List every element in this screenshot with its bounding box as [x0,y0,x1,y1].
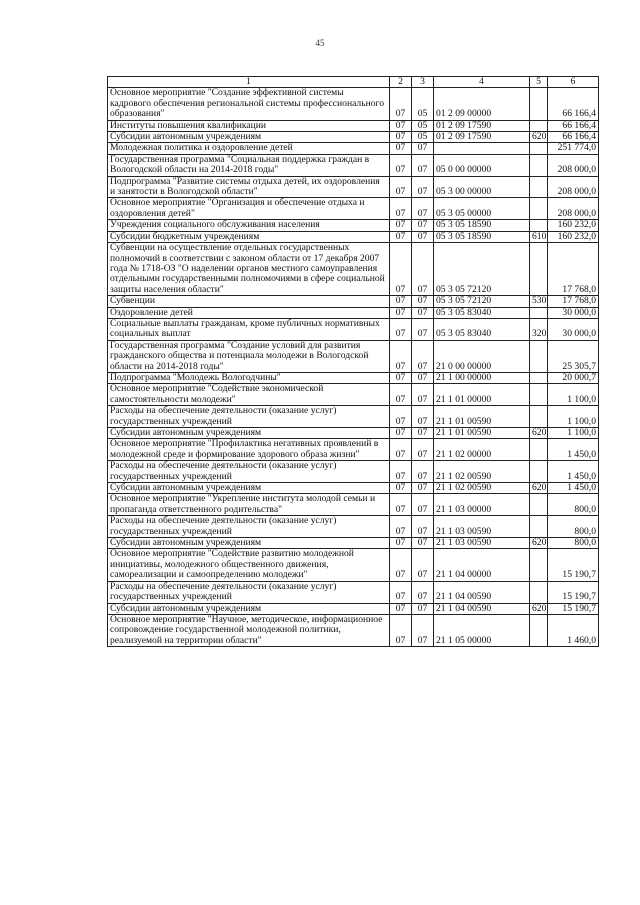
row-amount: 66 166,4 [548,132,599,143]
row-amount: 251 774,0 [548,143,599,154]
row-section: 07 [390,132,412,143]
row-section: 07 [390,88,412,120]
row-name: Расходы на обеспечение деятельности (оказание услуг) государственных учреждений [108,516,390,538]
row-name: Основное мероприятие "Организация и обеспечение отдыха и оздоровления детей" [108,198,390,220]
row-expense-type: 620 [530,132,548,143]
row-amount: 66 166,4 [548,120,599,131]
row-expense-type: 620 [530,428,548,439]
row-amount: 66 166,4 [548,88,599,120]
row-section: 07 [390,198,412,220]
table-row [108,384,599,406]
table-row [108,538,599,549]
row-expense-type [530,581,548,603]
table-row [108,428,599,439]
column-header: 4 [434,77,530,88]
row-name: Субсидии бюджетным учреждениям [108,231,390,242]
row-section: 07 [390,461,412,483]
row-expense-type: 530 [530,296,548,307]
row-section: 07 [390,483,412,494]
row-target-code: 21 1 04 00590 [434,603,530,614]
row-amount: 20 000,7 [548,372,599,383]
row-expense-type [530,220,548,231]
row-amount: 1 460,0 [548,614,599,646]
row-target-code: 21 1 05 00000 [434,614,530,646]
table-row [108,406,599,428]
row-target-code: 01 2 09 17590 [434,120,530,131]
row-amount: 25 305,7 [548,340,599,372]
row-section: 07 [390,581,412,603]
row-section: 07 [390,538,412,549]
row-amount: 1 100,0 [548,406,599,428]
row-expense-type [530,516,548,538]
row-subsection: 07 [412,318,434,340]
row-subsection: 07 [412,198,434,220]
row-amount: 208 000,0 [548,198,599,220]
header-row [108,77,599,88]
row-name: Учреждения социального обслуживания населения [108,220,390,231]
row-expense-type [530,143,548,154]
row-target-code: 21 1 02 00000 [434,439,530,461]
table-row [108,614,599,646]
row-name: Государственная программа "Создание условий для развития гражданского общества и потенциала молодежи в Вологодской области на 2014-2018 годы" [108,340,390,372]
row-subsection: 07 [412,494,434,516]
row-section: 07 [390,614,412,646]
table-row [108,154,599,176]
row-target-code: 05 3 05 18590 [434,231,530,242]
row-section: 07 [390,494,412,516]
row-expense-type [530,120,548,131]
row-name: Субсидии автономным учреждениям [108,428,390,439]
row-amount: 160 232,0 [548,231,599,242]
table-row [108,603,599,614]
row-amount: 800,0 [548,494,599,516]
row-target-code: 05 3 05 83040 [434,307,530,318]
table-body [108,88,599,647]
row-name: Основное мероприятие "Профилактика негативных проявлений в молодежной среде и формирование здорового образа жизни" [108,439,390,461]
row-name: Оздоровление детей [108,307,390,318]
row-name: Подпрограмма "Развитие системы отдыха детей, их оздоровления и занятости в Вологодской области" [108,176,390,198]
table-row [108,88,599,120]
row-target-code: 05 3 05 72120 [434,243,530,296]
row-expense-type [530,461,548,483]
row-name: Субвенции на осуществление отдельных государственных полномочий в соответствии с законом области от 17 декабря 2007 года № 1718-ОЗ "О наделении органов местного самоуправления отдельными государственными полномочиями в сфере социальной защиты населения области" [108,243,390,296]
row-section: 07 [390,296,412,307]
row-expense-type: 620 [530,603,548,614]
row-amount: 30 000,0 [548,318,599,340]
row-subsection: 07 [412,538,434,549]
row-amount: 1 100,0 [548,428,599,439]
column-header: 2 [390,77,412,88]
row-expense-type [530,176,548,198]
row-subsection: 07 [412,516,434,538]
row-section: 07 [390,220,412,231]
row-expense-type [530,198,548,220]
table-row [108,220,599,231]
row-section: 07 [390,406,412,428]
table-row [108,494,599,516]
table-row [108,132,599,143]
row-subsection: 07 [412,614,434,646]
row-subsection: 07 [412,154,434,176]
table-row [108,581,599,603]
row-subsection: 07 [412,372,434,383]
column-header: 6 [548,77,599,88]
row-target-code: 21 1 04 00000 [434,549,530,581]
row-subsection: 07 [412,340,434,372]
row-section: 07 [390,384,412,406]
row-subsection: 07 [412,549,434,581]
table-row [108,143,599,154]
row-subsection: 07 [412,439,434,461]
row-target-code: 21 0 00 00000 [434,340,530,372]
row-subsection: 05 [412,132,434,143]
row-section: 07 [390,307,412,318]
column-header: 5 [530,77,548,88]
row-target-code: 21 1 04 00590 [434,581,530,603]
row-expense-type [530,307,548,318]
row-target-code: 05 3 05 72120 [434,296,530,307]
row-section: 07 [390,318,412,340]
row-subsection: 07 [412,581,434,603]
row-target-code: 05 3 05 18590 [434,220,530,231]
row-amount: 1 100,0 [548,384,599,406]
row-section: 07 [390,549,412,581]
table-row [108,307,599,318]
column-header: 1 [108,77,390,88]
row-amount: 17 768,0 [548,296,599,307]
table-row [108,439,599,461]
row-section: 07 [390,372,412,383]
row-target-code: 01 2 09 00000 [434,88,530,120]
row-expense-type [530,88,548,120]
row-name: Субсидии автономным учреждениям [108,483,390,494]
row-name: Основное мероприятие "Содействие экономической самостоятельности молодежи" [108,384,390,406]
row-target-code: 21 1 02 00590 [434,483,530,494]
row-expense-type [530,372,548,383]
table-row [108,340,599,372]
row-expense-type [530,406,548,428]
row-subsection: 07 [412,428,434,439]
row-target-code: 21 1 03 00590 [434,538,530,549]
row-subsection: 07 [412,143,434,154]
row-subsection: 07 [412,231,434,242]
row-section: 07 [390,516,412,538]
table-row [108,198,599,220]
row-name: Расходы на обеспечение деятельности (оказание услуг) государственных учреждений [108,581,390,603]
row-expense-type [530,614,548,646]
row-amount: 208 000,0 [548,154,599,176]
table-row [108,120,599,131]
table-row [108,483,599,494]
row-subsection: 07 [412,406,434,428]
row-expense-type [530,340,548,372]
row-section: 07 [390,603,412,614]
row-target-code [434,143,530,154]
row-expense-type [530,494,548,516]
row-name: Социальные выплаты гражданам, кроме публичных нормативных социальных выплат [108,318,390,340]
row-target-code: 21 1 00 00000 [434,372,530,383]
table-row [108,176,599,198]
table-row [108,372,599,383]
row-subsection: 05 [412,120,434,131]
row-subsection: 07 [412,296,434,307]
row-expense-type [530,439,548,461]
row-name: Основное мероприятие "Укрепление института молодой семьи и пропаганда ответственного родительства" [108,494,390,516]
row-subsection: 05 [412,88,434,120]
row-section: 07 [390,143,412,154]
row-subsection: 07 [412,384,434,406]
row-expense-type [530,243,548,296]
row-name: Молодежная политика и оздоровление детей [108,143,390,154]
row-section: 07 [390,154,412,176]
row-name: Основное мероприятие "Содействие развитию молодежной инициативы, молодежного общественного движения, самореализации и самоопределению молодежи" [108,549,390,581]
row-subsection: 07 [412,220,434,231]
table-row [108,296,599,307]
row-target-code: 21 1 03 00590 [434,516,530,538]
row-section: 07 [390,428,412,439]
row-section: 07 [390,120,412,131]
row-amount: 160 232,0 [548,220,599,231]
row-subsection: 07 [412,483,434,494]
row-amount: 1 450,0 [548,461,599,483]
row-section: 07 [390,243,412,296]
row-subsection: 07 [412,307,434,318]
row-expense-type: 610 [530,231,548,242]
row-target-code: 21 1 01 00590 [434,428,530,439]
row-section: 07 [390,340,412,372]
table-row [108,516,599,538]
row-amount: 15 190,7 [548,549,599,581]
table-row [108,461,599,483]
row-expense-type [530,549,548,581]
row-name: Субсидии автономным учреждениям [108,132,390,143]
row-name: Расходы на обеспечение деятельности (оказание услуг) государственных учреждений [108,406,390,428]
row-target-code: 21 1 02 00590 [434,461,530,483]
column-header: 3 [412,77,434,88]
row-amount: 1 450,0 [548,439,599,461]
row-target-code: 05 3 00 00000 [434,176,530,198]
row-amount: 800,0 [548,538,599,549]
row-target-code: 21 1 01 00590 [434,406,530,428]
row-target-code: 05 3 05 83040 [434,318,530,340]
row-target-code: 01 2 09 17590 [434,132,530,143]
table-row [108,243,599,296]
row-expense-type: 620 [530,483,548,494]
row-name: Субвенции [108,296,390,307]
row-amount: 17 768,0 [548,243,599,296]
row-name: Основное мероприятие "Научное, методическое, информационное сопровождение государственной молодежной политики, реализуемой на территории области" [108,614,390,646]
table-row [108,318,599,340]
row-expense-type [530,384,548,406]
row-name: Субсидии автономным учреждениям [108,538,390,549]
row-target-code: 05 0 00 00000 [434,154,530,176]
row-expense-type: 620 [530,538,548,549]
row-name: Институты повышения квалификации [108,120,390,131]
row-amount: 800,0 [548,516,599,538]
row-subsection: 07 [412,461,434,483]
row-subsection: 07 [412,176,434,198]
row-amount: 15 190,7 [548,581,599,603]
row-amount: 1 450,0 [548,483,599,494]
row-amount: 30 000,0 [548,307,599,318]
row-name: Расходы на обеспечение деятельности (оказание услуг) государственных учреждений [108,461,390,483]
row-subsection: 07 [412,243,434,296]
page-number: 45 [315,38,325,48]
row-section: 07 [390,231,412,242]
row-name: Основное мероприятие "Создание эффективной системы кадрового обеспечения региональной системы профессионального образования" [108,88,390,120]
row-section: 07 [390,439,412,461]
row-name: Государственная программа "Социальная поддержка граждан в Вологодской области на 2014-2018 годы" [108,154,390,176]
budget-table [107,76,599,647]
row-expense-type: 320 [530,318,548,340]
row-name: Субсидии автономным учреждениям [108,603,390,614]
row-target-code: 21 1 01 00000 [434,384,530,406]
row-expense-type [530,154,548,176]
row-section: 07 [390,176,412,198]
row-amount: 15 190,7 [548,603,599,614]
row-amount: 208 000,0 [548,176,599,198]
row-target-code: 05 3 05 00000 [434,198,530,220]
row-target-code: 21 1 03 00000 [434,494,530,516]
table-row [108,231,599,242]
row-subsection: 07 [412,603,434,614]
table-row [108,549,599,581]
row-name: Подпрограмма "Молодежь Вологодчины" [108,372,390,383]
